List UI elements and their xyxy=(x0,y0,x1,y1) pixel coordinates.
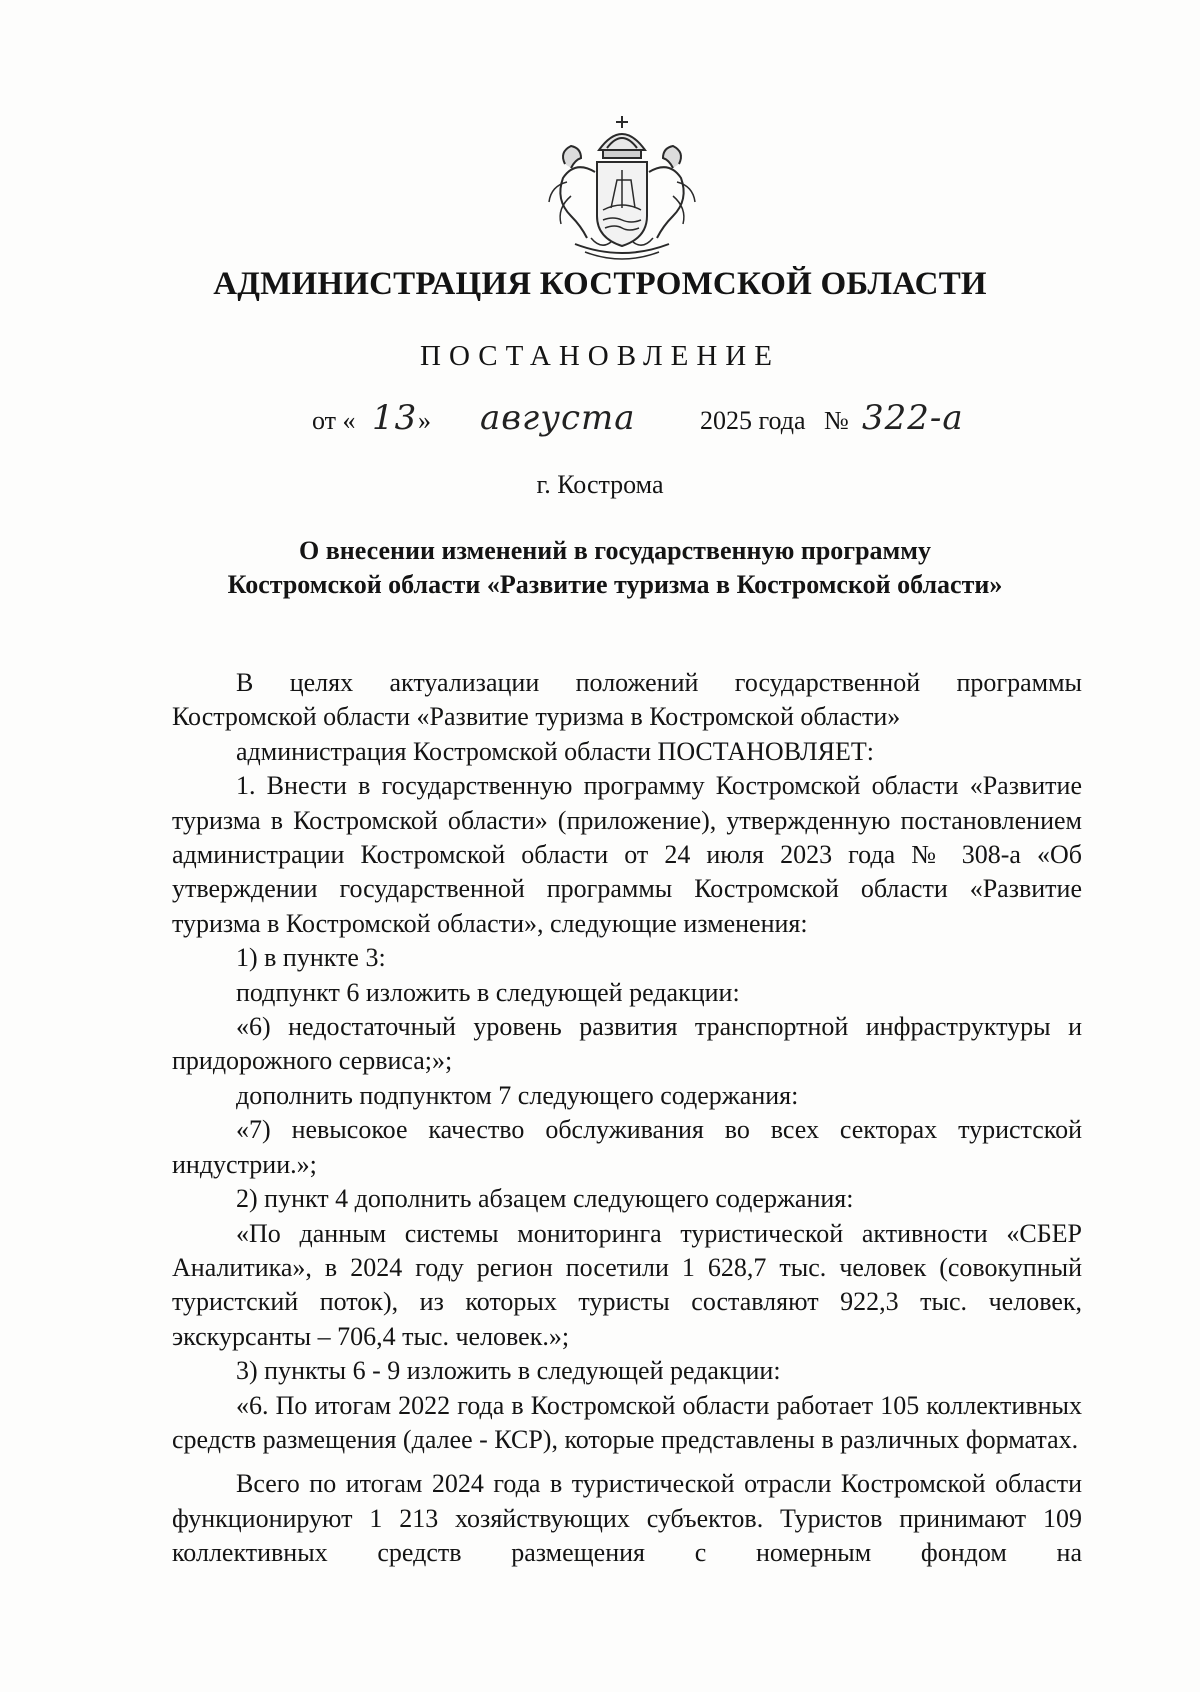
paragraph: В целях актуализации положений государственной программы Костромской области «Развитие туризма в Костромской области» xyxy=(172,668,1082,732)
paragraph: «6. По итогам 2022 года в Костромской области работает 105 коллективных средств размещения (далее - КСР), которые представлены в различных форматах. xyxy=(172,1390,1082,1454)
paragraph: 1. Внести в государственную программу Костромской области «Развитие туризма в Костромской области» (приложение), утвержденную постановлением администрации Костромской области от 24 июля 2023 года № 308-а «Об утверждении государственной программы Костромской области «Развитие туризма в Костромской области», следующие изменения: xyxy=(172,771,1082,938)
date-year: 2025 года xyxy=(700,406,806,435)
date-month-handwritten: августа xyxy=(480,398,636,438)
paragraph: 3) пункты 6 - 9 изложить в следующей редакции: xyxy=(236,1356,781,1386)
paragraph: 1) в пункте 3: xyxy=(236,943,386,973)
date-day-handwritten: 13 xyxy=(372,398,418,438)
paragraph: «По данным системы мониторинга туристической активности «СБЕР Аналитика», в 2024 году регион посетили 1 628,7 тыс. человек (совокупный туристский поток), из которых туристы составляют 922,3 тыс. человек, экскурсанты – 706,4 тыс. человек.»; xyxy=(172,1218,1082,1351)
paragraph: администрация Костромской области ПОСТАНОВЛЯЕТ: xyxy=(236,736,875,766)
number-sign: № xyxy=(824,406,849,435)
date-prefix: от « xyxy=(312,406,356,435)
paragraph: подпункт 6 изложить в следующей редакции: xyxy=(236,977,740,1007)
paragraph: Всего по итогам 2024 года в туристической отрасли Костромской области функционируют 1 213 хозяйствующих субъектов. Туристов принимают 109 коллективных средств размещения с номерным фондом на xyxy=(172,1469,1082,1568)
coat-of-arms-icon xyxy=(541,112,703,264)
date-day-close: » xyxy=(418,406,431,435)
resolution-heading xyxy=(150,534,1080,602)
heading-line-1: О внесении изменений в государственную программу xyxy=(299,536,931,565)
city-line: г. Кострома xyxy=(536,470,664,499)
document-type: ПОСТАНОВЛЕНИЕ xyxy=(420,340,780,372)
document-body xyxy=(172,666,1082,1571)
paragraph: 2) пункт 4 дополнить абзацем следующего содержания: xyxy=(236,1184,854,1214)
paragraph: дополнить подпунктом 7 следующего содержания: xyxy=(236,1080,799,1110)
date-line xyxy=(0,398,1200,448)
paragraph: «7) невысокое качество обслуживания во всех секторах туристской индустрии.»; xyxy=(172,1115,1082,1179)
authority-title: АДМИНИСТРАЦИЯ КОСТРОМСКОЙ ОБЛАСТИ xyxy=(213,266,987,302)
paragraph: «6) недостаточный уровень развития транспортной инфраструктуры и придорожного сервиса;»; xyxy=(172,1012,1082,1076)
document-number-handwritten: 322-а xyxy=(862,398,964,438)
heading-line-2: Костромской области «Развитие туризма в Костромской области» xyxy=(227,570,1003,599)
